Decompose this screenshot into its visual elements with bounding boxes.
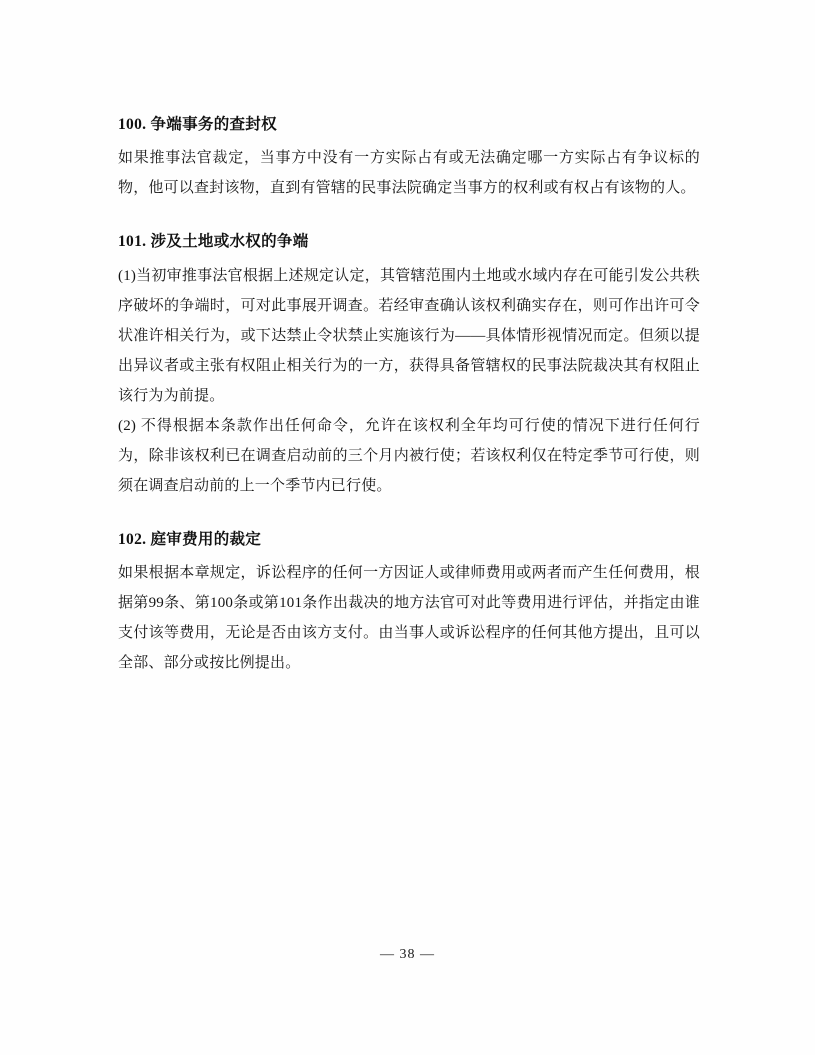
section-101 bbox=[118, 229, 700, 500]
section-paragraph-101-1: (1)当初审推事法官根据上述规定认定，其管辖范围内土地或水域内存在可能引发公共秩序破坏的争端时，可对此事展开调查。若经审查确认该权利确实存在，则可作出许可令状准许相关行为，或下达禁止令状禁止实施该行为——具体情形视情况而定。但须以提出异议者或主张有权阻止相关行为的一方，获得具备管辖权的民事法院裁决其有权阻止该行为为前提。 bbox=[118, 267, 700, 404]
section-heading-100: 100. 争端事务的查封权 bbox=[118, 116, 277, 133]
section-102 bbox=[118, 527, 700, 678]
section-paragraph-100-1: 如果推事法官裁定，当事方中没有一方实际占有或无法确定哪一方实际占有争议标的物，他可以查封该物，直到有管辖的民事法院确定当事方的权利或有权占有该物的人。 bbox=[118, 150, 700, 197]
page-number: — 38 — bbox=[380, 947, 435, 962]
section-heading-102: 102. 庭审费用的裁定 bbox=[118, 530, 262, 548]
section-100 bbox=[118, 112, 700, 203]
section-paragraph-101-2: (2) 不得根据本条款作出任何命令，允许在该权利全年均可行使的情况下进行任何行为，除非该权利已在调查启动前的三个月内被行使；若该权利仅在特定季节可行使，则须在调查启动前的上一个季节内已行使。 bbox=[118, 417, 700, 494]
page-footer bbox=[0, 945, 815, 963]
section-paragraph-102-1: 如果根据本章规定，诉讼程序的任何一方因证人或律师费用或两者而产生任何费用，根据第99条、第100条或第101条作出裁决的地方法官可对此等费用进行评估，并指定由谁支付该等费用，无论是否由该方支付。由当事人或诉讼程序的任何其他方提出，且可以全部、部分或按比例提出。 bbox=[118, 565, 700, 672]
page-content bbox=[118, 112, 700, 678]
section-heading-101: 101. 涉及土地或水权的争端 bbox=[118, 233, 309, 251]
